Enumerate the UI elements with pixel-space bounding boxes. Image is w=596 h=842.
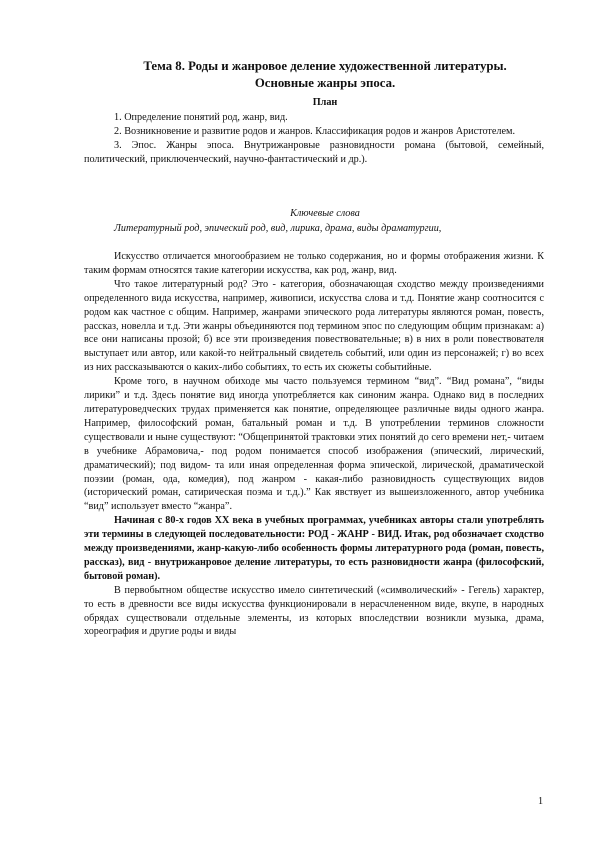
paragraph-1: Искусство отличается многообразием не только содержания, но и формы отображения жизни. К таким формам относятся такие категории искусства, как род, жанр, вид. (84, 251, 544, 276)
main-text (84, 250, 544, 639)
plan-item-3: 3. Эпос. Жанры эпоса. Внутрижанровые разновидности романа (бытовой, семейный, политический, приключенческий, научно-фантастический и др.). (84, 139, 544, 165)
paragraph-3: Кроме того, в научном обиходе мы часто пользуемся термином “вид”. “Вид романа”, “виды лирики” и т.д. Здесь понятие вид иногда употребляется как синоним жанра. Однако вид в последних литературоведческих трудах применяется как понятие, определяющее различные виды одного жанра. Например, философский роман, батальный роман и т.д. В употреблении терминов сложности существовали и ныне существуют: “Общепринятой трактовки этих понятий до сего времени нет,- читаем в учебнике Абрамовича,- под родом понимается способ изображения (эпический, лирический, драматический); под видом- та или иная определенная форма эпической, лирической, драматической поэзии (роман, ода, комедия), под жанром - какая-либо разновидность существующих видов (исторический роман, сатирическая поэма и т.д.).” Как явствует из вышеизложенного, автор учебника “вид” использует вместо “жанра”. (84, 376, 544, 513)
plan-item-1: 1. Определение понятий род, жанр, вид. (114, 112, 288, 123)
page-number: 1 (538, 796, 544, 807)
keywords-heading: Ключевые слова (290, 208, 360, 219)
plan-item-2: 2. Возникновение и развитие родов и жанров. Классификация родов и жанров Аристотелем. (114, 125, 516, 137)
keywords-block (84, 222, 544, 236)
keywords-text: Литературный род, эпический род, вид, лирика, драма, виды драматургии, (114, 223, 442, 234)
document-title-line-2: Основные жанры эпоса. (254, 76, 396, 90)
plan-heading: План (312, 97, 338, 108)
paragraph-2: Что такое литературный род? Это - категория, обозначающая сходство между произведениями определенного вида искусства, например, живописи, искусства слова и т.д. Понятие жанр соотносится с родом как частное с общим. Например, жанрами эпического рода литературы являются роман, повесть, рассказ, новелла и т.д. Эти жанры объединяются под термином эпос по следующим общим признакам: а) все они написаны прозой; б) все эти произведения повествовательные; в) в них в роли повествователя выступает или автор, или какой-то нейтральный свидетель событий, или один из персонажей; г) во всех из них рассказываются о каких-либо событиях, то есть их сюжеты событийные. (84, 278, 544, 374)
plan-list (84, 111, 544, 167)
paragraph-5: В первобытном обществе искусство имело синтетический («символический» - Гегель) характер, то есть в древности все виды искусства функционировали в нерасчлененном виде, вкупе, в народных обрядах существовали отдельные элементы, из которых впоследствии возникли музыка, драма, хореография и другие роды и виды (84, 584, 544, 638)
document-title-line-1: Тема 8. Роды и жанровое деление художественной литературы. (143, 59, 507, 73)
paragraph-4: Начиная с 80-х годов XX века в учебных программах, учебниках авторы стали употреблять эти термины в следующей последовательности: РОД - ЖАНР - ВИД. Итак, род обозначает сходство между произведениями, жанр-какую-либо особенность формы литературного рода (роман, повесть, рассказ), вид - внутрижанровое деление литературы, то есть разновидности жанра (философский, бытовой роман). (84, 515, 544, 582)
